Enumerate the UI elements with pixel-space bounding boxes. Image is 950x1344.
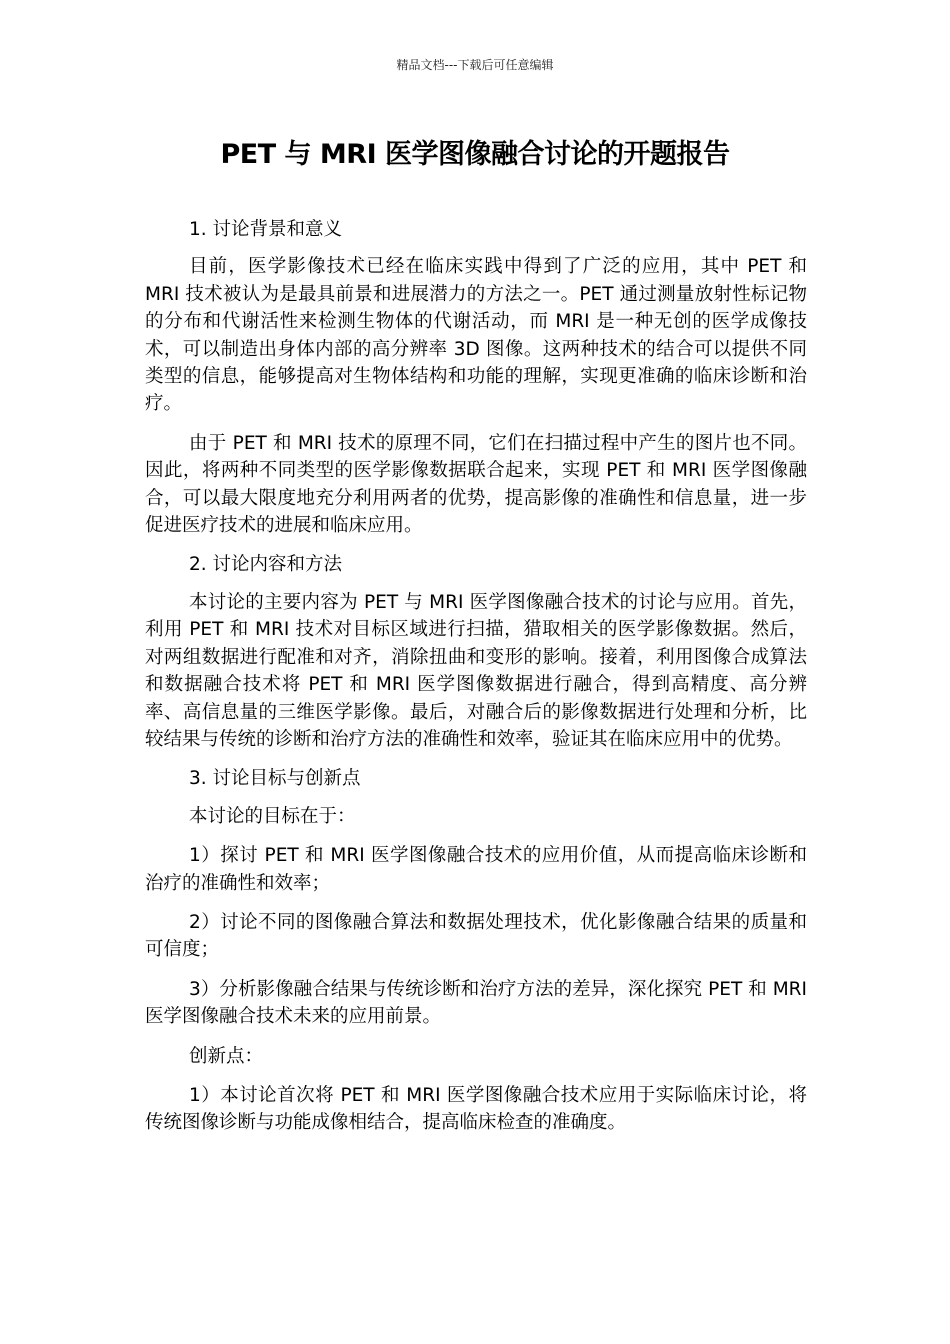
paragraph-background-2: 由于 PET 和 MRI 技术的原理不同，它们在扫描过程中产生的图片也不同。因此，将两种不同类型的医学影像数据联合起来，实现 PET 和 MRI 医学图像融合，可以最大限度地充分利用两者的优势，提高影像的准确性和信息量，进一步促进医疗技术的进展和临床应用。 <box>145 432 807 537</box>
paragraph-goals-intro: 本讨论的目标在于： <box>189 805 356 827</box>
section-heading-background: 1. 讨论背景和意义 <box>189 219 343 240</box>
list-item-goal-1: 1）探讨 PET 和 MRI 医学图像融合技术的应用价值，从而提高临床诊断和治疗的准确性和效率； <box>145 845 807 894</box>
list-item-innovation-1: 1）本讨论首次将 PET 和 MRI 医学图像融合技术应用于实际临床讨论，将传统图像诊断与功能成像相结合，提高临床检查的准确度。 <box>145 1084 807 1134</box>
list-item-goal-2: 2）讨论不同的图像融合算法和数据处理技术，优化影像融合结果的质量和可信度； <box>145 911 807 961</box>
section-heading-content-methods: 2. 讨论内容和方法 <box>189 554 343 576</box>
section-heading-goals-innovation: 3. 讨论目标与创新点 <box>189 768 361 790</box>
document-body <box>145 216 807 1149</box>
document-title: PET 与 MRI 医学图像融合讨论的开题报告 <box>220 139 730 170</box>
paragraph-innovation-intro: 创新点： <box>189 1045 264 1067</box>
paragraph-background-1: 目前，医学影像技术已经在临床实践中得到了广泛的应用，其中 PET 和 MRI 技术被认为是最具前景和进展潜力的方法之一。PET 通过测量放射性标记物的分布和代谢活性来检测生物体的代谢活动，而 MRI 是一种无创的医学成像技术，可以制造出身体内部的高分辨率 3D 图像。这两种技术的结合可以提供不同类型的信息，能够提高对生物体结构和功能的理解，实现更准确的临床诊断和治疗。 <box>145 256 807 415</box>
paragraph-content-methods: 本讨论的主要内容为 PET 与 MRI 医学图像融合技术的讨论与应用。首先，利用 PET 和 MRI 技术对目标区域进行扫描，猎取相关的医学影像数据。然后，对两组数据进行配准和对齐，消除扭曲和变形的影响。接着，利用图像合成算法和数据融合技术将 PET 和 MRI 医学图像数据进行融合，得到高精度、高分辨率、高信息量的三维医学影像。最后，对融合后的影像数据进行处理和分析，比较结果与传统的诊断和治疗方法的准确性和效率，验证其在临床应用中的优势。 <box>145 591 807 750</box>
list-item-goal-3: 3）分析影像融合结果与传统诊断和治疗方法的差异，深化探究 PET 和 MRI 医学图像融合技术未来的应用前景。 <box>145 978 807 1028</box>
header-note: 精品文档---下载后可任意编辑 <box>396 58 554 72</box>
